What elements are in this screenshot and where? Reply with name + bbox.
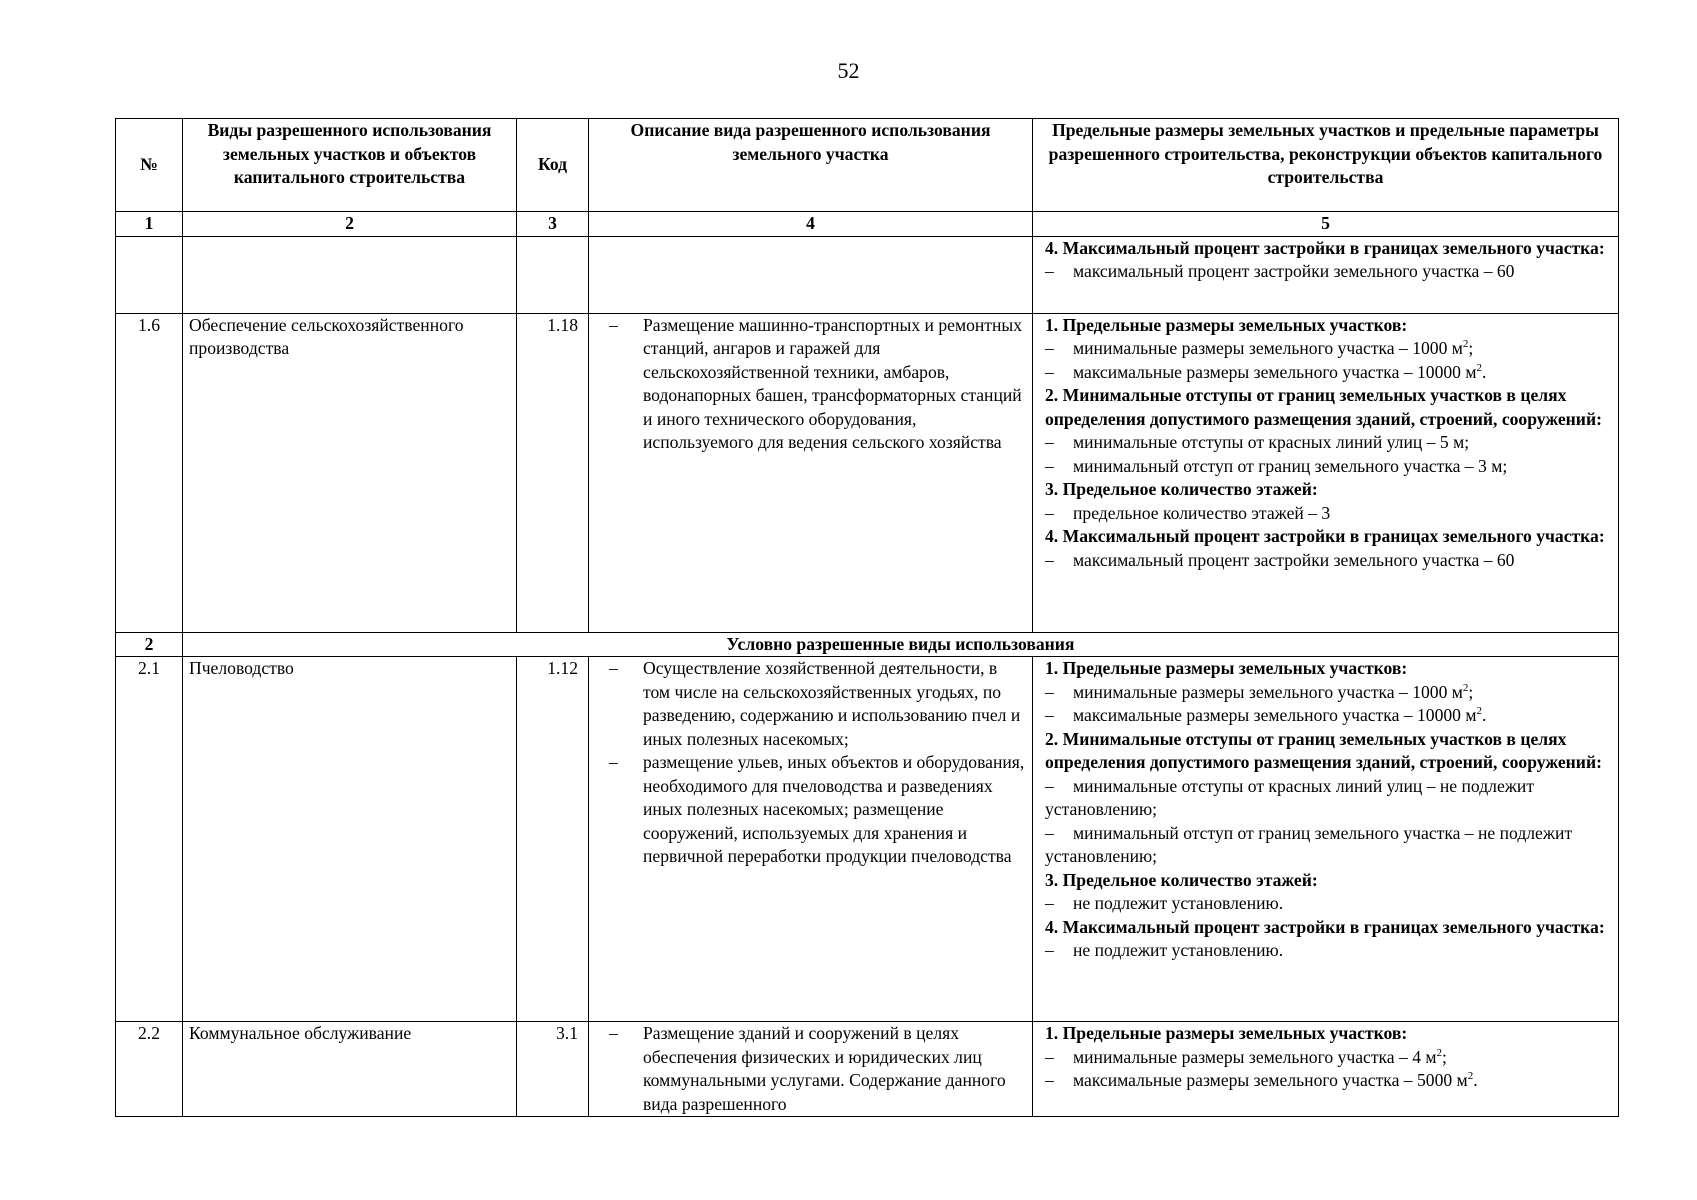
column-number: 2 [183, 212, 517, 237]
use-description [589, 657, 1033, 1022]
param-heading: 3. Предельное количество этажей: [1045, 869, 1318, 890]
param-item: – максимальные размеры земельного участка – 5000 $м^2$. [1045, 1070, 1478, 1090]
param-heading: 1. Предельные размеры земельных участков: [1045, 1023, 1408, 1043]
column-number: 3 [517, 212, 589, 237]
header-use-types: Виды разрешенного использования земельных участков и объектов капитального строительства [183, 119, 517, 212]
land-use-table [115, 118, 1619, 1117]
use-type-name: Пчеловодство [183, 657, 517, 1022]
table-row [116, 657, 1619, 1022]
params-cell [1033, 1022, 1619, 1117]
list-item: – размещение ульев, иных объектов и оборудования, необходимого для пчеловодства и разведениях иных полезных насекомых; размещение сооружений, используемых для хранения и первичной переработки продукции пчеловодства [595, 751, 1026, 869]
param-item: – максимальный процент застройки земельного участка – 60 [1045, 549, 1515, 570]
table-row-continuation [116, 236, 1619, 313]
header-number: № [116, 119, 183, 212]
params-cell [1033, 313, 1619, 632]
param-heading: 4. Максимальный процент застройки в границах земельного участка: [1045, 237, 1605, 258]
use-code: 1.12 [517, 657, 589, 1022]
section-title: Условно разрешенные виды использования [183, 632, 1619, 657]
column-numbers-row [116, 212, 1619, 237]
use-code: 3.1 [517, 1022, 589, 1117]
use-type-name: Обеспечение сельскохозяйственного производства [183, 313, 517, 632]
param-item: – не подлежит установлению. [1045, 893, 1284, 913]
row-number: 2.2 [116, 1022, 183, 1117]
use-type-name: Коммунальное обслуживание [183, 1022, 517, 1117]
row-number: 2.1 [116, 657, 183, 1022]
column-number: 1 [116, 212, 183, 237]
params-cell [1033, 236, 1619, 313]
section-number: 2 [116, 632, 183, 657]
param-item: – максимальные размеры земельного участка – 10000 $м^2$. [1045, 361, 1487, 382]
list-item: – Размещение машинно-транспортных и ремонтных станций, ангаров и гаражей для сельскохозяйственной техники, амбаров, водонапорных башен, трансформаторных станций и иного технического оборудования, используемого для ведения сельского хозяйства [595, 314, 1026, 455]
param-heading: 2. Минимальные отступы от границ земельных участков в целях определения допустимого размещения зданий, строений, сооружений: [1045, 728, 1602, 772]
page-number: 52 [837, 58, 860, 83]
column-number: 5 [1033, 212, 1619, 237]
param-heading: 2. Минимальные отступы от границ земельных участков в целях определения допустимого размещения зданий, строений, сооружений: [1045, 385, 1602, 429]
param-heading: 1. Предельные размеры земельных участков: [1045, 314, 1408, 335]
header-parameters: Предельные размеры земельных участков и предельные параметры разрешенного строительства, реконструкции объектов капитального строительства [1033, 119, 1619, 212]
param-item: – не подлежит установлению. [1045, 940, 1284, 960]
param-item: – максимальные размеры земельного участка – 10000 $м^2$. [1045, 705, 1487, 725]
use-code: 1.18 [517, 313, 589, 632]
list-item: – Осуществление хозяйственной деятельности, в том числе на сельскохозяйственных угодьях, по разведению, содержанию и использованию пчел и иных полезных насекомых; [595, 657, 1026, 751]
param-item: – максимальный процент застройки земельного участка – 60 [1045, 261, 1515, 281]
header-description: Описание вида разрешенного использования земельного участка [589, 119, 1033, 212]
section-row [116, 632, 1619, 657]
param-heading: 3. Предельное количество этажей: [1045, 479, 1318, 499]
params-cell [1033, 657, 1619, 1022]
param-item: – минимальные отступы от красных линий улиц – не подлежит установлению; [1045, 775, 1535, 819]
use-description [589, 1022, 1033, 1117]
header-code: Код [517, 119, 589, 212]
param-item: – минимальные размеры земельного участка – 4 $м^2$; [1045, 1046, 1447, 1067]
use-description [589, 313, 1033, 632]
param-heading: 4. Максимальный процент застройки в границах земельного участка: [1045, 916, 1605, 937]
param-item: – минимальный отступ от границ земельного участка – не подлежит установлению; [1045, 822, 1573, 866]
param-heading: 4. Максимальный процент застройки в границах земельного участка: [1045, 526, 1605, 546]
param-heading: 1. Предельные размеры земельных участков: [1045, 658, 1408, 678]
param-item: – минимальный отступ от границ земельного участка – 3 м; [1045, 455, 1508, 476]
row-number: 1.6 [116, 313, 183, 632]
param-item: – минимальные отступы от красных линий улиц – 5 м; [1045, 432, 1470, 452]
table-row [116, 1022, 1619, 1117]
list-item: – Размещение зданий и сооружений в целях обеспечения физических и юридических лиц коммунальными услугами. Содержание данного вида разрешенного [595, 1022, 1026, 1116]
param-item: – минимальные размеры земельного участка – 1000 $м^2$; [1045, 338, 1474, 358]
table-header-row [116, 119, 1619, 212]
param-item: – минимальные размеры земельного участка – 1000 $м^2$; [1045, 681, 1474, 702]
table-row [116, 313, 1619, 632]
param-item: – предельное количество этажей – 3 [1045, 502, 1331, 523]
column-number: 4 [589, 212, 1033, 237]
